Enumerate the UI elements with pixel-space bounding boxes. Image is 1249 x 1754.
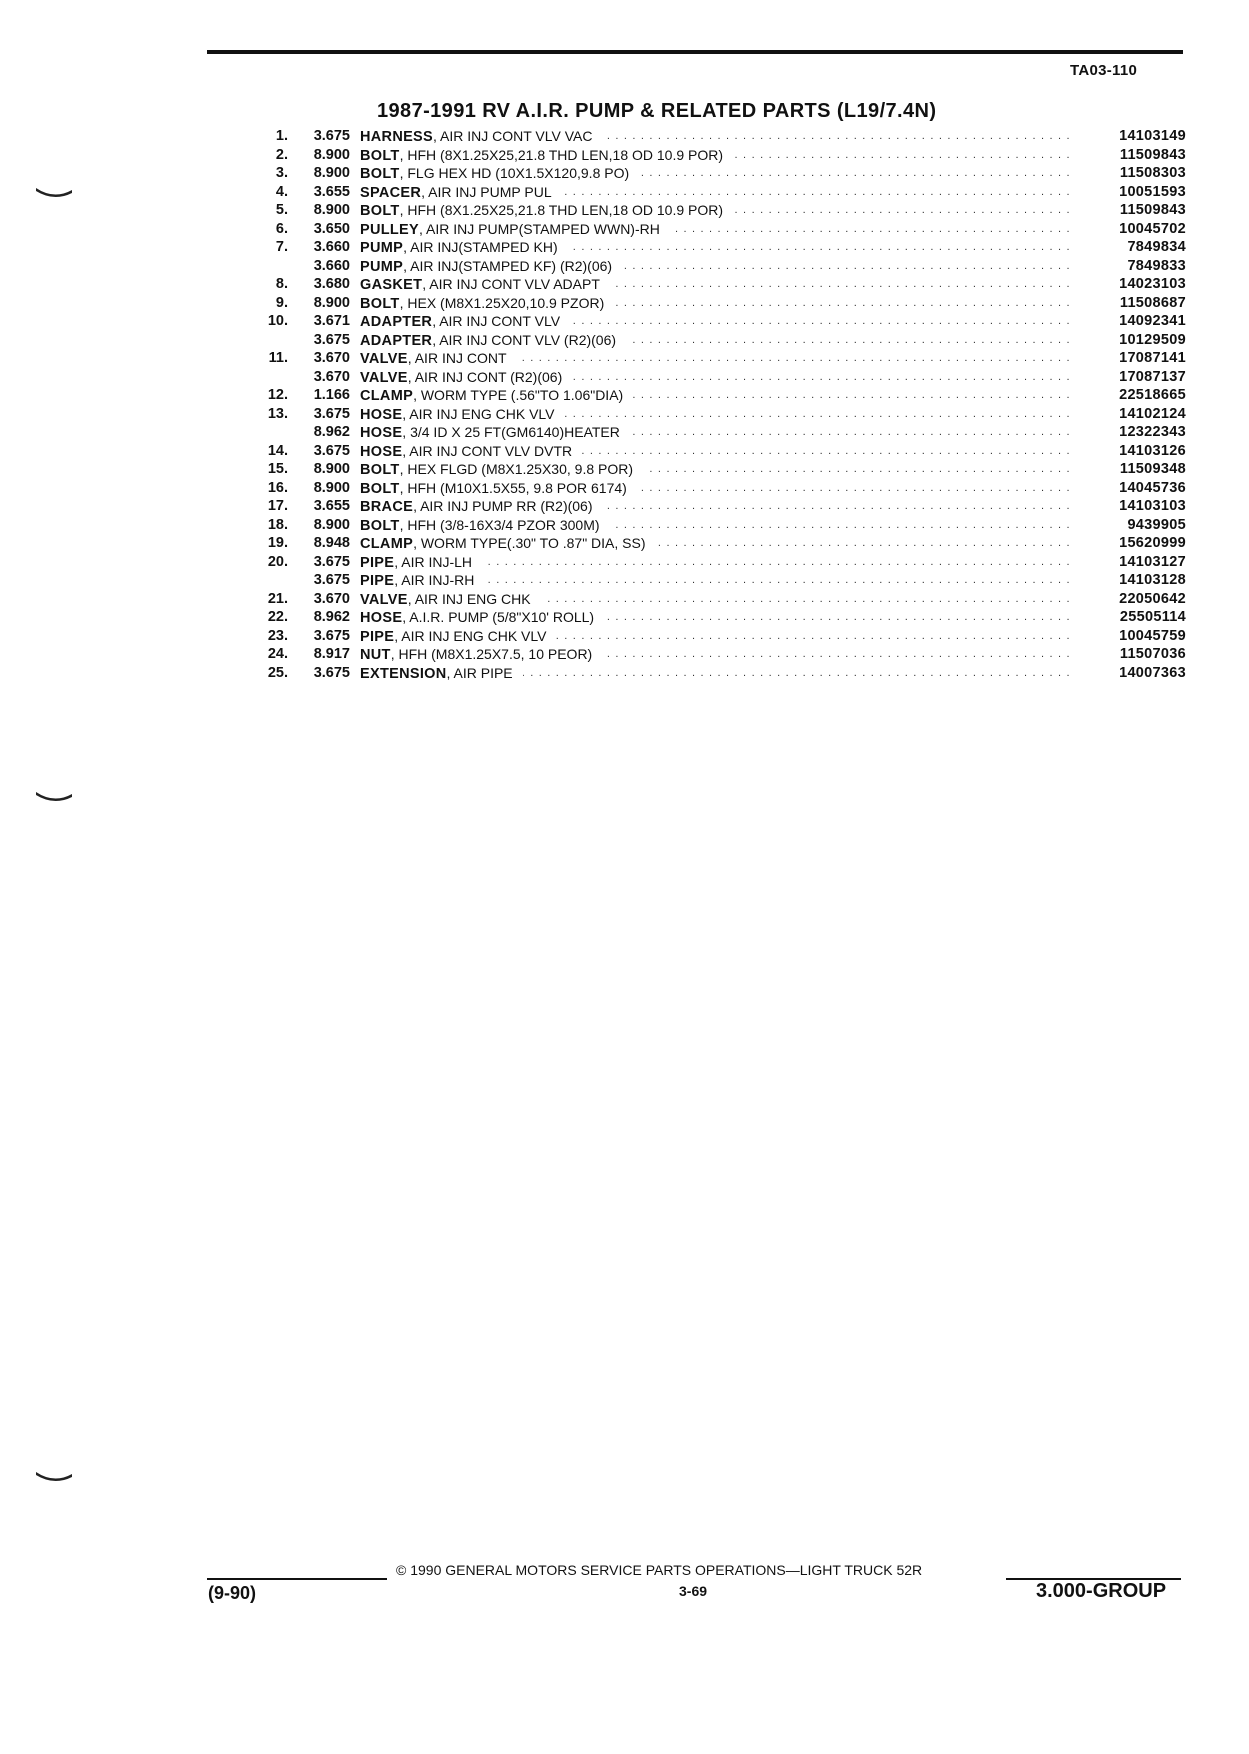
part-group-code: 3.680 [313, 276, 350, 292]
part-row [256, 201, 1186, 220]
part-ref-number: 24. [267, 646, 288, 662]
part-ref-number: 11. [268, 350, 288, 366]
part-number: 10129509 [1119, 331, 1186, 348]
part-description [360, 238, 1076, 258]
part-description [360, 571, 1076, 591]
part-ref-number: 1. [275, 128, 288, 144]
part-detail: , AIR INJ CONT (R2)(06) [408, 369, 573, 385]
part-name: BOLT [360, 517, 400, 534]
part-ref-number: 12. [267, 387, 288, 403]
part-name: PUMP [360, 258, 404, 275]
part-name: BOLT [360, 480, 400, 497]
part-detail: , AIR INJ-RH [394, 572, 484, 588]
group-number: 3.000-GROUP [1036, 1580, 1167, 1602]
part-description [360, 460, 1076, 480]
binder-hole-mark-top [36, 186, 72, 198]
part-name: BOLT [360, 166, 400, 182]
binder-hole-mark-middle [36, 790, 72, 802]
part-group-code: 8.900 [313, 461, 350, 477]
part-group-code: 8.900 [313, 202, 350, 218]
part-number: 11509348 [1119, 461, 1186, 477]
part-ref-number: 3. [275, 165, 288, 181]
part-group-code: 3.670 [313, 350, 350, 366]
part-description [360, 257, 1076, 277]
part-row [256, 645, 1186, 664]
part-row [256, 664, 1186, 683]
part-row [256, 220, 1186, 239]
part-row [256, 590, 1186, 609]
part-group-code: 3.655 [313, 498, 350, 514]
top-rule [207, 50, 1183, 54]
part-name: SPACER [360, 184, 422, 201]
part-ref-number: 9. [275, 294, 288, 311]
part-row [256, 386, 1186, 405]
part-row [256, 146, 1186, 165]
part-number: 14103128 [1119, 572, 1186, 588]
part-group-code: 8.900 [313, 165, 350, 181]
part-row [256, 534, 1186, 553]
part-name: HOSE [360, 610, 403, 626]
part-detail: , AIR INJ ENG CHK [408, 591, 541, 607]
part-detail: , HEX FLGD (M8X1.25X30, 9.8 POR) [400, 461, 643, 477]
part-name: PUMP [360, 240, 404, 256]
part-number: 10051593 [1119, 183, 1186, 200]
part-name: ADAPTER [360, 332, 433, 349]
part-name: EXTENSION [360, 665, 447, 682]
revision-date: (9-90) [208, 1583, 257, 1603]
part-description [360, 664, 1076, 684]
part-number: 11509843 [1119, 146, 1186, 163]
part-name: BOLT [360, 462, 400, 478]
part-group-code: 3.655 [313, 183, 350, 200]
part-group-code: 3.675 [313, 572, 350, 588]
copyright-notice: © 1990 GENERAL MOTORS SERVICE PARTS OPERATIONS—LIGHT TRUCK 52R [396, 1562, 923, 1578]
part-ref-number: 22. [267, 609, 288, 625]
part-name: VALVE [360, 369, 408, 386]
part-number: 11508303 [1119, 165, 1186, 181]
part-row [256, 368, 1186, 387]
part-description [360, 497, 1076, 517]
part-row [256, 238, 1186, 257]
part-description [360, 312, 1076, 332]
part-description [360, 294, 1076, 314]
part-description [360, 331, 1076, 351]
page-number: 3-69 [679, 1583, 708, 1599]
part-detail: , AIR INJ ENG CHK VLV [402, 406, 564, 422]
part-ref-number: 25. [267, 664, 288, 681]
part-description [360, 127, 1076, 147]
part-detail: , AIR INJ(STAMPED KF) (R2)(06) [403, 258, 622, 274]
part-row [256, 127, 1186, 146]
part-group-code: 3.660 [313, 257, 350, 274]
part-ref-number: 5. [275, 202, 288, 218]
part-number: 9439905 [1127, 516, 1186, 533]
part-row [256, 497, 1186, 516]
part-description [360, 405, 1076, 425]
part-row [256, 442, 1186, 461]
part-name: BOLT [360, 295, 400, 312]
part-number: 7849834 [1127, 239, 1186, 255]
part-row [256, 571, 1186, 590]
part-group-code: 3.675 [313, 331, 350, 348]
part-ref-number: 14. [267, 442, 288, 459]
part-name: VALVE [360, 591, 408, 608]
part-number: 10045702 [1119, 220, 1186, 237]
part-group-code: 3.660 [313, 239, 350, 255]
part-ref-number: 20. [267, 553, 288, 570]
part-name: BOLT [360, 203, 400, 219]
part-group-code: 3.670 [313, 590, 350, 607]
part-group-code: 8.900 [313, 479, 350, 496]
part-ref-number: 23. [267, 627, 288, 644]
part-ref-number: 19. [267, 535, 288, 551]
part-number: 7849833 [1127, 257, 1186, 274]
part-name: PIPE [360, 628, 395, 645]
part-description [360, 201, 1076, 221]
part-ref-number: 10. [267, 313, 288, 329]
part-number: 12322343 [1119, 424, 1186, 440]
part-group-code: 3.675 [313, 128, 350, 144]
part-detail: , HEX (M8X1.25X20,10.9 PZOR) [400, 295, 615, 311]
part-name: PIPE [360, 573, 395, 589]
part-detail: , AIR INJ(STAMPED KH) [403, 239, 568, 255]
part-number: 17087137 [1119, 368, 1186, 385]
part-detail: , AIR INJ CONT VLV DVTR [402, 443, 582, 459]
part-description [360, 423, 1076, 443]
part-number: 17087141 [1119, 350, 1186, 366]
part-name: CLAMP [360, 388, 414, 404]
part-number: 11507036 [1119, 646, 1186, 662]
part-detail: , AIR INJ CONT [408, 350, 517, 366]
part-description [360, 220, 1076, 240]
part-description [360, 534, 1076, 554]
part-description [360, 627, 1076, 647]
part-detail: , HFH (M10X1.5X55, 9.8 POR 6174) [400, 480, 637, 496]
part-ref-number: 2. [275, 146, 288, 163]
part-detail: , AIR INJ ENG CHK VLV [394, 628, 556, 644]
part-group-code: 8.962 [313, 609, 350, 625]
part-detail: , WORM TYPE (.56"TO 1.06"DIA) [413, 387, 633, 403]
part-row [256, 405, 1186, 424]
part-name: NUT [360, 647, 391, 663]
part-group-code: 3.650 [313, 220, 350, 237]
part-group-code: 8.948 [313, 535, 350, 551]
part-detail: , AIR PIPE [447, 665, 523, 681]
part-number: 14023103 [1119, 276, 1186, 292]
part-row [256, 627, 1186, 646]
part-row [256, 294, 1186, 313]
part-detail: , AIR INJ-LH [394, 554, 482, 570]
part-name: HOSE [360, 425, 403, 441]
parts-list [256, 127, 1186, 682]
part-description [360, 146, 1076, 166]
part-description [360, 479, 1076, 499]
part-description [360, 275, 1076, 295]
part-group-code: 3.675 [313, 442, 350, 459]
part-detail: , AIR INJ CONT VLV VAC [433, 128, 602, 144]
part-row [256, 516, 1186, 535]
part-name: CLAMP [360, 536, 414, 552]
part-description [360, 516, 1076, 536]
part-group-code: 3.671 [313, 313, 350, 329]
part-row [256, 275, 1186, 294]
part-description [360, 645, 1076, 665]
part-ref-number: 8. [275, 276, 288, 292]
part-number: 22518665 [1119, 387, 1186, 403]
part-description [360, 608, 1076, 628]
part-name: PIPE [360, 554, 395, 571]
part-ref-number: 16. [267, 479, 288, 496]
part-group-code: 8.962 [313, 424, 350, 440]
part-group-code: 8.917 [313, 646, 350, 662]
part-detail: , AIR INJ CONT VLV [432, 313, 570, 329]
part-detail: , AIR INJ PUMP RR (R2)(06) [413, 498, 602, 514]
part-detail: , FLG HEX HD (10X1.5X120,9.8 PO) [400, 165, 640, 181]
part-number: 14102124 [1119, 405, 1186, 422]
part-detail: , AIR INJ PUMP(STAMPED WWN)-RH [419, 221, 670, 237]
part-group-code: 1.166 [313, 387, 350, 403]
part-number: 11509843 [1119, 202, 1186, 218]
page-code: TA03-110 [1070, 62, 1138, 79]
part-description [360, 590, 1076, 610]
part-group-code: 3.675 [313, 553, 350, 570]
part-number: 10045759 [1119, 627, 1186, 644]
page-title: 1987-1991 RV A.I.R. PUMP & RELATED PARTS (L19/7.4N) [377, 100, 937, 122]
part-description [360, 349, 1076, 369]
part-row [256, 553, 1186, 572]
part-detail: , HFH (M8X1.25X7.5, 10 PEOR) [391, 646, 603, 662]
part-description [360, 164, 1076, 184]
part-number: 14103126 [1119, 442, 1186, 459]
part-number: 11508687 [1119, 294, 1186, 311]
part-name: VALVE [360, 351, 408, 367]
part-row [256, 479, 1186, 498]
part-row [256, 257, 1186, 276]
part-row [256, 608, 1186, 627]
part-name: HOSE [360, 406, 403, 423]
part-ref-number: 4. [275, 183, 288, 200]
part-detail: , AIR INJ CONT VLV ADAPT [422, 276, 610, 292]
part-name: HOSE [360, 443, 403, 460]
part-number: 14092341 [1119, 313, 1186, 329]
part-description [360, 368, 1076, 388]
part-name: HARNESS [360, 129, 433, 145]
part-number: 14103103 [1119, 498, 1186, 514]
part-group-code: 3.670 [313, 368, 350, 385]
part-description [360, 553, 1076, 573]
part-row [256, 331, 1186, 350]
part-group-code: 3.675 [313, 664, 350, 681]
part-description [360, 442, 1076, 462]
part-group-code: 8.900 [313, 146, 350, 163]
part-number: 14103127 [1119, 553, 1186, 570]
footer-rule-left [207, 1578, 387, 1580]
part-detail: , HFH (8X1.25X25,21.8 THD LEN,18 OD 10.9 POR) [400, 202, 733, 218]
part-name: PULLEY [360, 221, 419, 238]
part-ref-number: 13. [267, 405, 288, 422]
part-ref-number: 21. [267, 590, 288, 607]
part-ref-number: 7. [275, 239, 288, 255]
part-row [256, 312, 1186, 331]
part-detail: , WORM TYPE(.30" TO .87" DIA, SS) [413, 535, 655, 551]
part-row [256, 349, 1186, 368]
part-number: 14045736 [1119, 479, 1186, 496]
part-number: 14103149 [1119, 128, 1186, 144]
part-ref-number: 6. [275, 220, 288, 237]
part-detail: , HFH (3/8-16X3/4 PZOR 300M) [400, 517, 610, 533]
part-description [360, 386, 1076, 406]
part-ref-number: 15. [267, 461, 288, 477]
part-group-code: 3.675 [313, 405, 350, 422]
part-detail: , 3/4 ID X 25 FT(GM6140)HEATER [402, 424, 630, 440]
part-name: BRACE [360, 499, 414, 515]
part-row [256, 164, 1186, 183]
part-detail: , AIR INJ PUMP PUL [421, 184, 561, 200]
part-detail: , AIR INJ CONT VLV (R2)(06) [432, 332, 626, 348]
part-number: 25505114 [1119, 609, 1186, 625]
part-group-code: 3.675 [313, 627, 350, 644]
part-number: 22050642 [1119, 590, 1186, 607]
part-detail: , HFH (8X1.25X25,21.8 THD LEN,18 OD 10.9 POR) [400, 147, 733, 163]
part-number: 14007363 [1119, 664, 1186, 681]
part-group-code: 8.900 [313, 294, 350, 311]
part-name: BOLT [360, 147, 400, 164]
part-detail: , A.I.R. PUMP (5/8"X10' ROLL) [402, 609, 604, 625]
part-name: GASKET [360, 277, 423, 293]
part-ref-number: 18. [267, 516, 288, 533]
part-name: ADAPTER [360, 314, 433, 330]
part-description [360, 183, 1076, 203]
part-row [256, 460, 1186, 479]
part-row [256, 423, 1186, 442]
part-row [256, 183, 1186, 202]
binder-hole-mark-bottom [36, 1470, 72, 1482]
part-group-code: 8.900 [313, 516, 350, 533]
part-ref-number: 17. [267, 498, 288, 514]
part-number: 15620999 [1119, 535, 1186, 551]
